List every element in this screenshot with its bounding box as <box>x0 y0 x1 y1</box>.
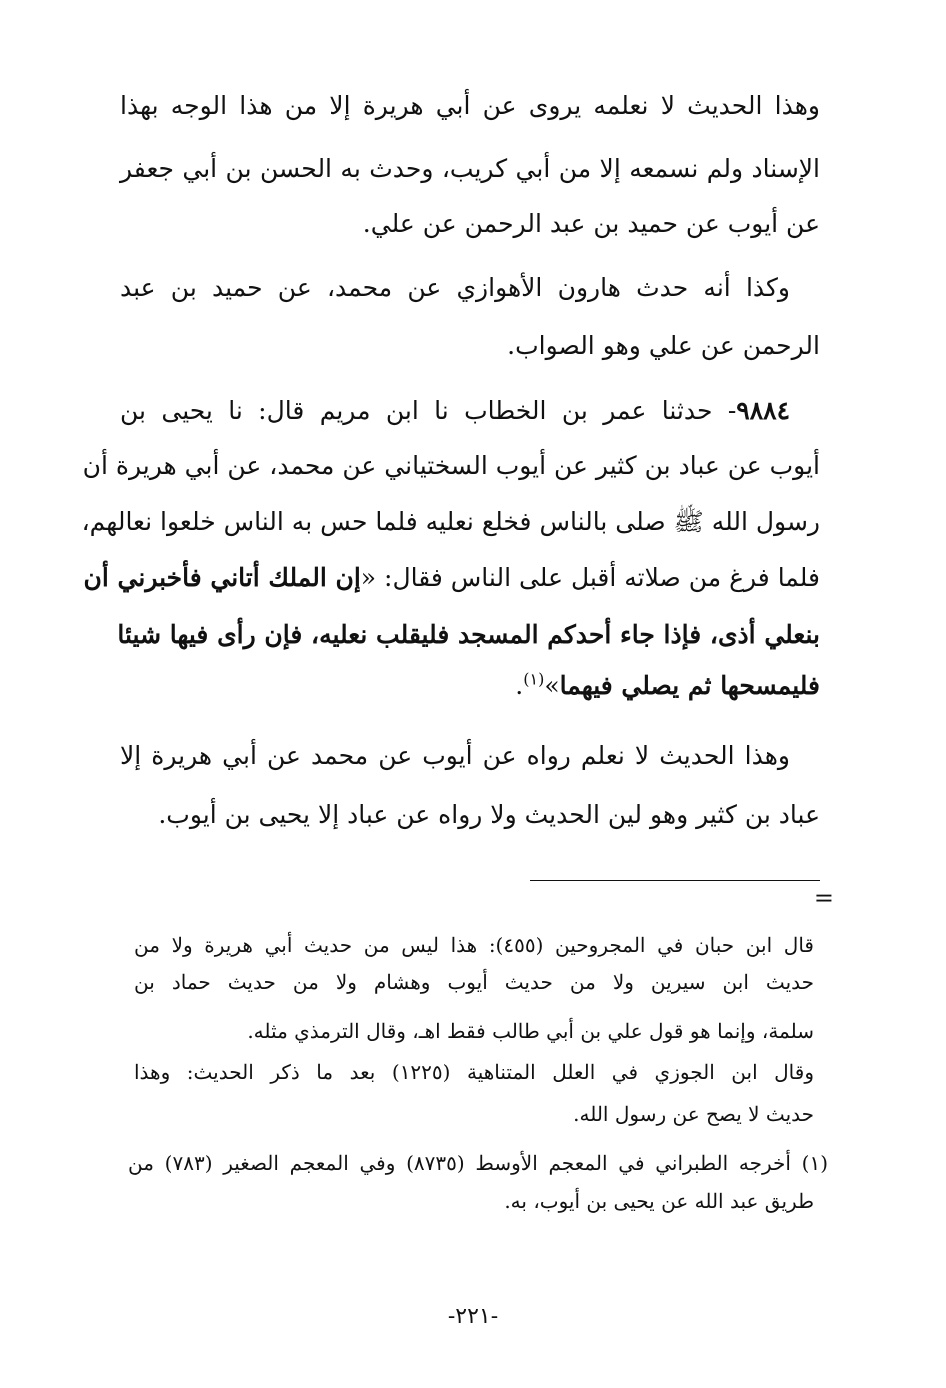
para2-line1: وكذا أنه حدث هارون الأهوازي عن محمد، عن حميد بن عبد <box>120 273 790 302</box>
sentence-end: . <box>515 671 524 700</box>
footnote-line: وقال ابن الجوزي في العلل المتناهية (١٢٢٥) بعد ما ذكر الحديث: وهذا <box>134 1060 814 1084</box>
hadith-line4-text: فلما فرغ من صلاته أقبل على الناس فقال: « <box>360 563 820 592</box>
para2-line2: الرحمن عن علي وهو الصواب. <box>507 331 820 360</box>
hadith-line6 <box>120 666 820 706</box>
hadith-line6-quote: فليمسحها ثم يصلي فيهما <box>559 671 820 700</box>
hadith-line2: أيوب عن عباد بن كثير عن أيوب السختياني عن محمد، عن أبي هريرة أن <box>82 451 820 480</box>
footnote-line: حديث لا يصح عن رسول الله. <box>573 1102 814 1126</box>
footnote-continuation-mark: = <box>813 884 834 912</box>
footnote-line: سلمة، وإنما هو قول علي بن أبي طالب فقط اهـ، وقال الترمذي مثله. <box>247 1019 814 1043</box>
hadith-line4-quote: إن الملك أتاني فأخبرني أن <box>83 563 361 592</box>
para1-line2: الإسناد ولم نسمعه إلا من أبي كريب، وحدث به الحسن بن أبي جعفر <box>120 154 820 183</box>
hadith-line3: رسول الله ﷺ صلى بالناس فخلع نعليه فلما حس به الناس خلعوا نعالهم، <box>81 507 820 536</box>
para1-line3: عن أيوب عن حميد بن عبد الرحمن عن علي. <box>362 209 820 238</box>
para1-line1: وهذا الحديث لا نعلمه يروى عن أبي هريرة إلا من هذا الوجه بهذا <box>120 91 820 120</box>
footnote-line: حديث ابن سيرين ولا من حديث أيوب وهشام ولا من حديث حماد بن <box>134 970 814 994</box>
hadith-line1-text: - حدثنا عمر بن الخطاب نا ابن مريم قال: نا يحيى بن <box>120 396 737 425</box>
hadith-line4 <box>83 558 820 598</box>
footnote-line: قال ابن حبان في المجروحين (٤٥٥): هذا ليس من حديث أبي هريرة ولا من <box>134 933 814 957</box>
hadith-number: ٩٨٨٤ <box>736 396 790 425</box>
footnote-1-line1: (١) أخرجه الطبراني في المعجم الأوسط (٨٧٣٥) وفي المعجم الصغير (٧٨٣) من <box>128 1151 828 1175</box>
para3-line1: وهذا الحديث لا نعلم رواه عن أيوب عن محمد عن أبي هريرة إلا <box>120 741 790 770</box>
hadith-line1 <box>120 391 790 431</box>
page-number: -٢٢١- <box>447 1304 499 1329</box>
quote-close: » <box>544 671 560 700</box>
footnote-separator <box>530 880 820 881</box>
footnote-ref-1: (١) <box>523 669 545 689</box>
footnote-1-line2: طريق عبد الله عن يحيى بن أيوب، به. <box>504 1189 814 1213</box>
para3-line2: عباد بن كثير وهو لين الحديث ولا رواه عن عباد إلا يحيى بن أيوب. <box>158 800 820 829</box>
hadith-line5: بنعلي أذى، فإذا جاء أحدكم المسجد فليقلب نعليه، فإن رأى فيها شيئا <box>117 620 820 649</box>
